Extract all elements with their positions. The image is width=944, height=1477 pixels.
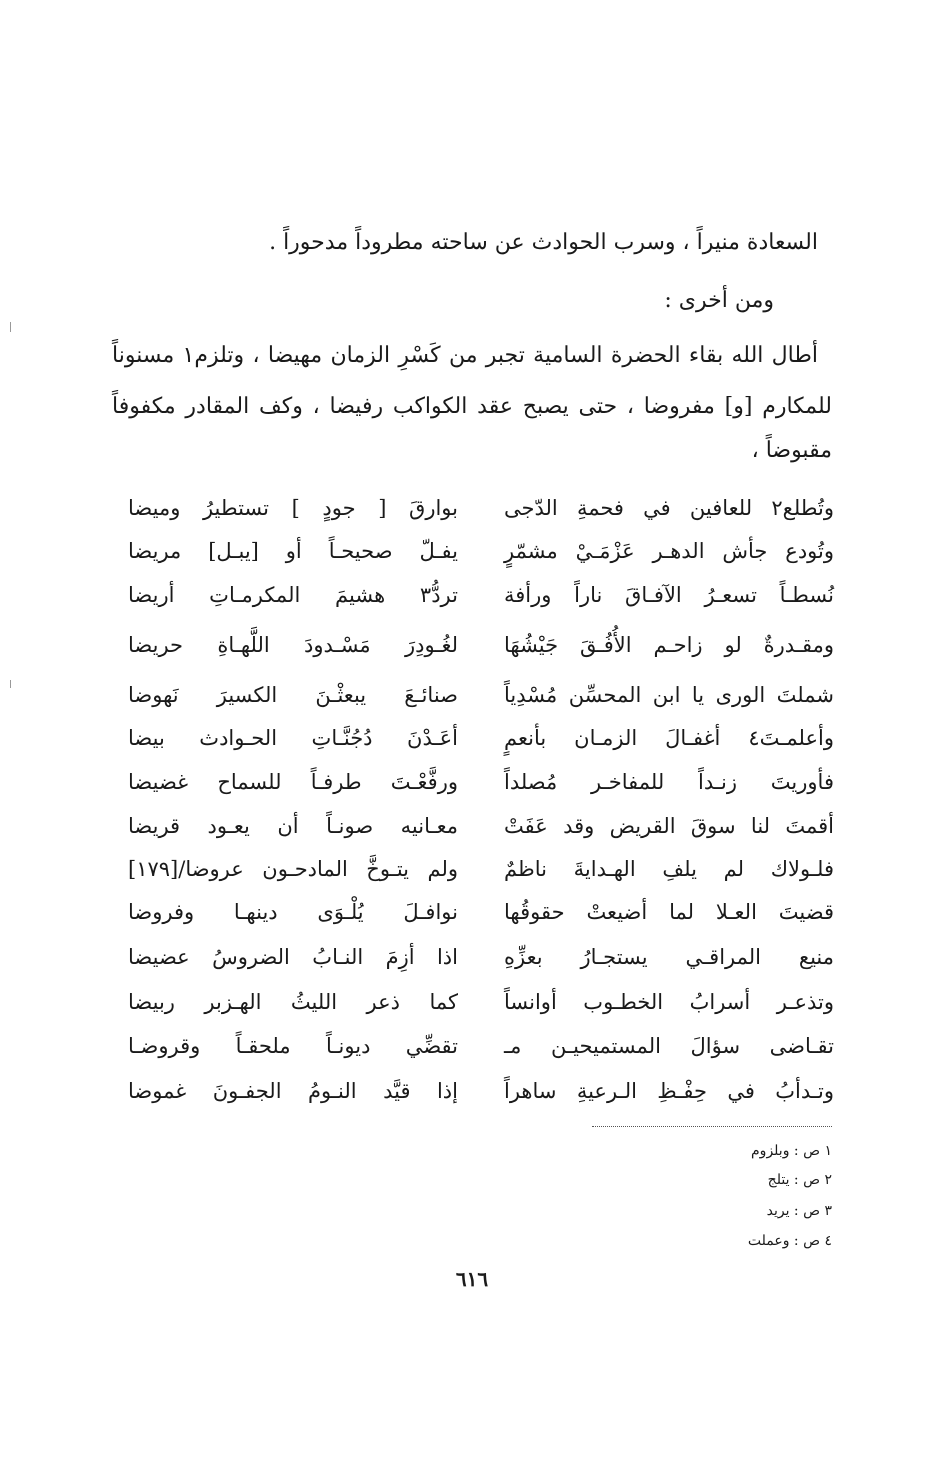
poem-verse (128, 943, 834, 983)
verse-first-hemistich: تقـاضى سؤالَ المستميحيـن مـ (504, 1034, 834, 1058)
footnote: ٢ ص : يتلج (767, 1172, 832, 1188)
verse-first-hemistich: وأعلمـتَ٤ أغفـالَ الزمـان بأنعمٍ (504, 726, 834, 750)
verse-second-hemistich: بوارقَ [ جودٍ ] تستطيرُ وميضا (128, 496, 458, 520)
verse-first-hemistich: وتذعـر أسرابُ الخطـوب أوانساً (504, 990, 834, 1014)
verse-second-hemistich: نوافـلَ يُلْـوَى دينهـا وفروضا (128, 900, 458, 924)
verse-second-hemistich: اذا أزِمَ النـابُ الضروسُ عضيضا (128, 945, 458, 969)
prose-opening-line: السعادة منيراً ، وسرب الحوادث عن ساحته مطروداً مدحوراً . (269, 230, 818, 255)
verse-first-hemistich: وتُودع جأش الدهـر عَزْمَـيْ مشمّرٍ (504, 539, 834, 563)
paragraph-line: أطال الله بقاء الحضرة السامية تجبر من كَسْرِ الزمان مهيضا ، وتلزم١ مسنوناً (112, 343, 818, 368)
poem-verse (128, 724, 834, 764)
verse-second-hemistich: يفـلّ صحيحـاً أو [يبـل] مريضا (128, 539, 458, 563)
poem-verse (128, 1032, 834, 1072)
poem-verse (128, 581, 834, 621)
poem-verse (128, 812, 834, 852)
poem-verse (128, 898, 834, 938)
verse-second-hemistich: معـانيه صونـاً أن يعـود قريضا (128, 814, 458, 838)
verse-second-hemistich: ولم يتـوخَّ المادحـون عروضا/[١٧٩] (128, 857, 458, 881)
verse-first-hemistich: نُسطـاً تسعـرُ الآفـاقَ ناراً ورأفة (504, 583, 834, 607)
footnote: ١ ص : وبلزوم (751, 1143, 832, 1159)
poem-verse (128, 855, 834, 895)
verse-first-hemistich: فأوريتَ زنـداً للمفاخـر مُصلداً (504, 770, 834, 794)
paragraph-line: للمكارم [و] مفروضا ، حتى يصبح عقد الكواكب رفيضا ، وكف المقادر مكفوفاً (112, 394, 832, 419)
verse-first-hemistich: شملتَ الورى يا ابن المحسِّن مُسْدِياً (504, 683, 834, 707)
footnote-separator (592, 1126, 832, 1127)
poem-verse (128, 494, 834, 534)
verse-second-hemistich: صنائـعَ يبعثْـنَ الكسيرَ نَهوضا (128, 683, 458, 707)
poem-verse (128, 1077, 834, 1117)
verse-second-hemistich: إذا قيَّد النـومُ الجفـونَ غموضا (128, 1079, 458, 1103)
verse-first-hemistich: وتُطلع٢ للعافين في فحمةِ الدّجى (504, 496, 834, 520)
paragraph-line: مقبوضاً ، (751, 438, 832, 463)
scan-edge-mark (10, 680, 11, 688)
poem-verse (128, 681, 834, 721)
poem-verse (128, 988, 834, 1028)
poem-verse (128, 631, 834, 671)
verse-second-hemistich: تقضِّي ديونـاً ملحقـاً وقروضـا (128, 1034, 458, 1058)
verse-second-hemistich: تردُّ٣ هشيمَ المكرمـاتِ أريضا (128, 583, 458, 607)
section-heading: ومن أخرى : (664, 288, 774, 313)
verse-first-hemistich: أقمتَ لنا سوقَ القريض وقد عَفَتْ (504, 814, 834, 838)
page-number: ٦١٦ (455, 1267, 489, 1291)
verse-second-hemistich: ورفَّعْـتَ طرفـاً للسماح غضيضا (128, 770, 458, 794)
poem-verse (128, 537, 834, 577)
verse-first-hemistich: ومقـدرةٌ لو زاحـم الأُفُـقَ جَيْشُهَا (504, 633, 834, 657)
verse-second-hemistich: أعَـدْنَ دُجُنَّـاتِ الحـوادث بيضا (128, 726, 458, 750)
verse-second-hemistich: كما ذعر الليثُ الهـزبر ربيضا (128, 990, 458, 1014)
verse-first-hemistich: قضيتَ العـلا لما أضيعتْ حقوقُها (504, 900, 834, 924)
footnote: ٤ ص : وعملت (747, 1233, 832, 1249)
verse-first-hemistich: فلـولاك لم يلفِ الهـدايةَ ناظمٌ (504, 857, 834, 881)
scan-edge-mark (10, 322, 11, 332)
verse-first-hemistich: وتـدأبُ في حِفْـظِ الـرعيةِ ساهراً (504, 1079, 834, 1103)
verse-first-hemistich: منيع المراقـي يستجـارُ بعزِّهِ (504, 945, 834, 969)
poem-verse (128, 768, 834, 808)
footnote: ٣ ص : يريد (766, 1203, 832, 1219)
verse-second-hemistich: لغُـودِرَ مَسْـدودَ اللَّهـاةِ حريضا (128, 633, 458, 657)
